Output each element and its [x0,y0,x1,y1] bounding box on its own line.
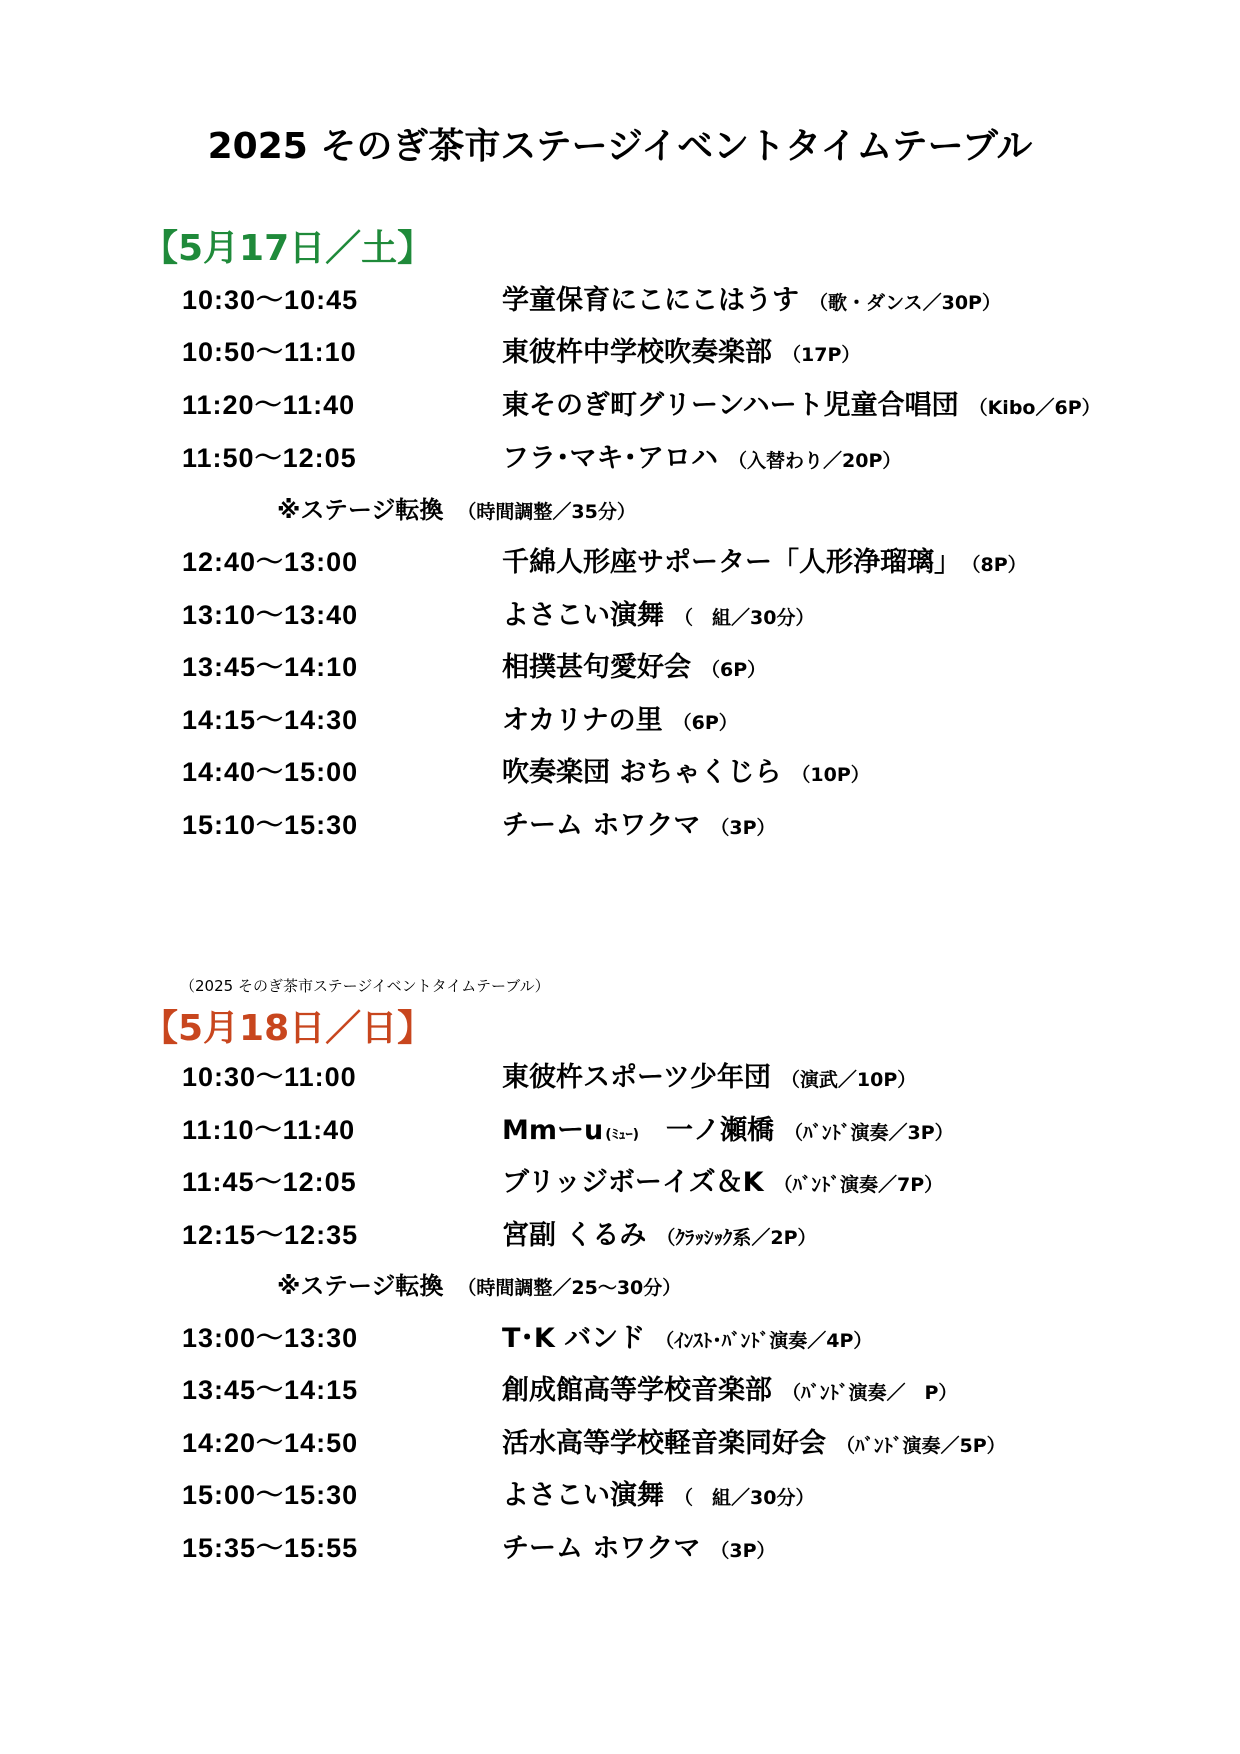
time-slot: 13:10〜13:40 [182,600,359,630]
table-row [0,1421,1240,1461]
performer: 東彼杵スポーツ少年団 （演武／10P） [502,1062,917,1093]
time-slot: 14:20〜14:50 [182,1428,359,1458]
time-slot: 11:10〜11:40 [182,1115,356,1145]
day2-subtitle: （2025 そのぎ茶市ステージイベントタイムテーブル） [180,977,550,995]
time-slot: 13:00〜13:30 [182,1323,359,1353]
table-row [0,1526,1240,1566]
table-row [0,1316,1240,1356]
performer-note: （歌・ダンス／30P） [809,292,1001,314]
table-row [0,1473,1240,1513]
time-slot: 13:45〜14:15 [182,1375,359,1405]
performer: 活水高等学校軽音楽同好会 （ﾊﾞﾝﾄﾞ演奏／5P） [502,1428,1006,1459]
table-row [0,803,1240,843]
table-row [0,436,1240,476]
performer: 東彼杵中学校吹奏楽部 （17P） [502,337,861,368]
performer: 創成館高等学校音楽部 （ﾊﾞﾝﾄﾞ演奏／ P） [502,1375,958,1406]
performer: 千綿人形座サポーター「人形浄瑠璃」 （8P） [502,547,1027,578]
performer-note: （3P） [710,1540,776,1562]
table-row [0,645,1240,685]
time-slot: 15:10〜15:30 [182,810,359,840]
page-title: 2025 そのぎ茶市ステージイベントタイムテーブル [207,126,1033,167]
time-slot: 13:45〜14:10 [182,652,359,682]
time-slot: 10:50〜11:10 [182,337,357,367]
time-slot: 10:30〜10:45 [182,285,359,315]
table-row [0,750,1240,790]
performer-note: （10P） [791,764,870,786]
performer-note: （6P） [672,712,738,734]
performer: チーム ホワクマ （3P） [502,810,776,841]
table-row [0,1055,1240,1095]
performer-note: （ｲﾝｽﾄ･ﾊﾞﾝﾄﾞ演奏／4P） [655,1330,873,1352]
performer-note: （ 組／30分） [674,607,815,629]
performer: 宮副 くるみ （ｸﾗｯｼｯｸ系／2P） [502,1220,817,1251]
performer-note: （6P） [701,659,767,681]
performer-note: （8P） [971,554,1027,576]
table-row [0,1368,1240,1408]
performer-note: （ﾊﾞﾝﾄﾞ演奏／ P） [782,1382,958,1404]
table-row [0,330,1240,370]
performer-note: （3P） [710,817,776,839]
time-slot: 12:40〜13:00 [182,547,359,577]
performer-note: （ｸﾗｯｼｯｸ系／2P） [656,1227,817,1249]
performer-note: （17P） [782,344,861,366]
table-row [0,383,1240,423]
time-slot: 14:40〜15:00 [182,757,359,787]
time-slot: 12:15〜12:35 [182,1220,359,1250]
performer: Mmーu (ﾐｭｰ) 一ノ瀬橋 （ﾊﾞﾝﾄﾞ演奏／3P） [502,1115,954,1146]
time-slot: 11:20〜11:40 [182,390,356,420]
performer: オカリナの里 （6P） [502,705,738,736]
table-row [0,540,1240,580]
performer: よさこい演舞 （ 組／30分） [502,600,815,631]
table-row [0,278,1240,318]
performer-note: （Kibo／6P） [968,397,1101,419]
table-row [0,1108,1240,1148]
time-slot: 14:15〜14:30 [182,705,359,735]
performer-note: （演武／10P） [780,1069,917,1091]
table-row [0,1160,1240,1200]
time-slot: 15:00〜15:30 [182,1480,359,1510]
time-slot: 15:35〜15:55 [182,1533,359,1563]
performer: ブリッジボーイズ＆K （ﾊﾞﾝﾄﾞ演奏／7P） [502,1167,944,1198]
time-slot: 10:30〜11:00 [182,1062,357,1092]
performer: 吹奏楽団 おちゃくじら （10P） [502,757,870,788]
performer: 相撲甚句愛好会 （6P） [502,652,767,683]
day2-heading: 【5月18日／日】 [142,1008,434,1049]
time-slot: 11:50〜12:05 [182,443,357,473]
day1-heading: 【5月17日／土】 [142,228,434,269]
table-row [0,698,1240,738]
performer-note: （ﾊﾞﾝﾄﾞ演奏／3P） [784,1122,954,1144]
performer: よさこい演舞 （ 組／30分） [502,1480,815,1511]
performer: 学童保育にこにこはうす （歌・ダンス／30P） [502,285,1001,316]
time-slot: 11:45〜12:05 [182,1167,357,1197]
performer: チーム ホワクマ （3P） [502,1533,776,1564]
performer-note: （ 組／30分） [674,1487,815,1509]
performer-note: （ﾊﾞﾝﾄﾞ演奏／5P） [836,1435,1006,1457]
performer-note: （入替わり／20P） [728,450,902,472]
stage-transition: ※ステージ転換 （時間調整／35分） [277,496,636,524]
performer: 東そのぎ町グリーンハート児童合唱団 （Kibo／6P） [502,390,1101,421]
table-row [0,1213,1240,1253]
performer: フラ･マキ･アロハ （入替わり／20P） [502,443,902,474]
performer-note: （ﾊﾞﾝﾄﾞ演奏／7P） [773,1174,944,1196]
performer: T･K バンド （ｲﾝｽﾄ･ﾊﾞﾝﾄﾞ演奏／4P） [502,1323,873,1354]
table-row [0,593,1240,633]
stage-transition: ※ステージ転換 （時間調整／25〜30分） [277,1272,682,1300]
